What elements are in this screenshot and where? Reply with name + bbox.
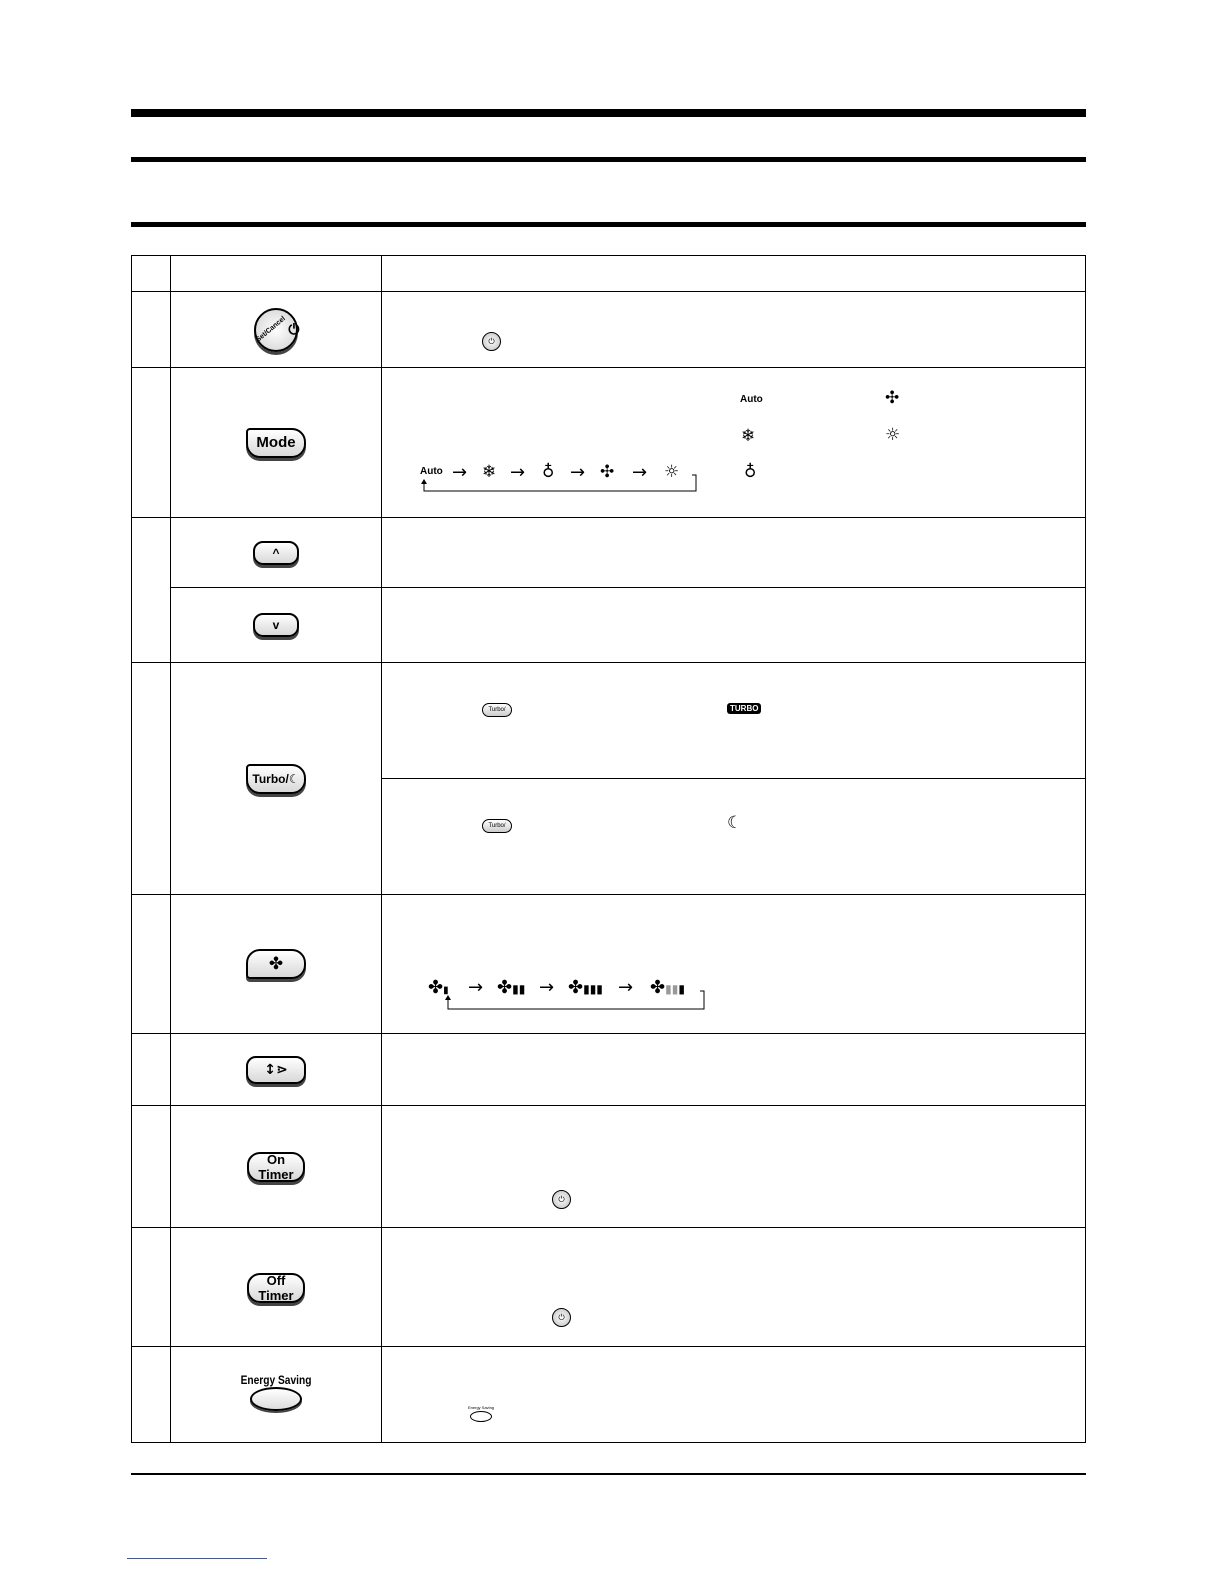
energy-saving-mini-icon [470, 1411, 492, 1422]
table-row [132, 895, 1086, 1034]
fan-icon: ✤ [268, 953, 284, 974]
table-row [132, 368, 1086, 518]
energy-saving-label: Energy Saving [240, 1373, 312, 1387]
set-cancel-label: Set/Cancel [254, 315, 287, 344]
set-cancel-power-button[interactable] [254, 308, 298, 352]
mode-button[interactable]: Mode [246, 428, 306, 458]
table-row [132, 663, 1086, 779]
power-mini-icon: ⏻ [552, 1190, 571, 1209]
sun-icon: ☼ [885, 425, 901, 445]
energy-saving-button[interactable] [250, 1387, 302, 1411]
fan-icon: ✣ [885, 388, 900, 408]
top-thick-rule [131, 109, 1086, 117]
power-icon: ⏻ [288, 321, 300, 338]
moon-icon: ☾ [288, 771, 300, 786]
arrow-icon: → [570, 462, 586, 483]
fan-speed-button[interactable] [246, 949, 306, 979]
cycle-auto-icon: Auto [420, 466, 443, 477]
arrow-icon: → [632, 462, 648, 483]
fan-speed-1-icon: ✤▮ [428, 977, 449, 997]
cycle-snowflake-icon: ❄ [482, 462, 497, 482]
table-row [132, 292, 1086, 368]
power-mini-icon: ⏻ [552, 1308, 571, 1327]
arrow-icon: → [539, 977, 555, 998]
arrow-icon: → [452, 462, 468, 483]
table-row [132, 518, 1086, 588]
lower-rule [131, 222, 1086, 227]
fan-speed-2-icon: ✤▮▮ [497, 977, 526, 997]
off-timer-button[interactable]: Off Timer [247, 1273, 305, 1303]
cycle-return-line [440, 989, 710, 1013]
cycle-sun-icon: ☼ [664, 462, 680, 482]
cycle-fan-icon: ✣ [600, 462, 615, 482]
fan-speed-3-icon: ✤▮▮▮ [568, 977, 603, 997]
remote-buttons-table [131, 255, 1086, 1443]
energy-saving-mini-label: Energy Saving [468, 1405, 495, 1410]
turbo-mini-icon: Turbo/ [482, 703, 512, 717]
table-row [132, 1347, 1086, 1443]
sleep-mini-icon: Turbo/ [482, 819, 512, 833]
arrow-icon: → [618, 977, 634, 998]
footer-link-underline [127, 1558, 267, 1559]
fan-speed-auto-icon: ✤▮▮▮ [650, 977, 685, 997]
swing-icon: ↕⋗ [264, 1061, 288, 1078]
table-row [132, 1228, 1086, 1347]
turbo-sleep-button[interactable] [246, 764, 306, 794]
drop-icon: ♁ [744, 462, 757, 482]
snowflake-icon: ❄ [741, 426, 756, 446]
header-row [132, 256, 1086, 292]
footer-rule [131, 1473, 1086, 1475]
mid-rule [131, 157, 1086, 162]
on-timer-button[interactable]: On Timer [247, 1152, 305, 1182]
turbo-label: Turbo/ [252, 771, 289, 786]
arrow-icon: → [510, 462, 526, 483]
turbo-badge: TURBO [727, 703, 761, 714]
table-row [132, 1034, 1086, 1106]
cycle-drop-icon: ♁ [542, 462, 555, 482]
cycle-return-line [420, 473, 700, 495]
power-mini-icon: ⏻ [482, 332, 501, 351]
arrow-icon: → [468, 977, 484, 998]
table-row [132, 1106, 1086, 1228]
temp-down-button[interactable]: v [253, 613, 299, 637]
table-row [132, 588, 1086, 663]
temp-up-button[interactable]: ^ [253, 541, 299, 565]
auto-icon: Auto [740, 394, 763, 405]
swing-button[interactable] [246, 1056, 306, 1084]
sleep-moon-icon: ☾ [727, 813, 743, 833]
